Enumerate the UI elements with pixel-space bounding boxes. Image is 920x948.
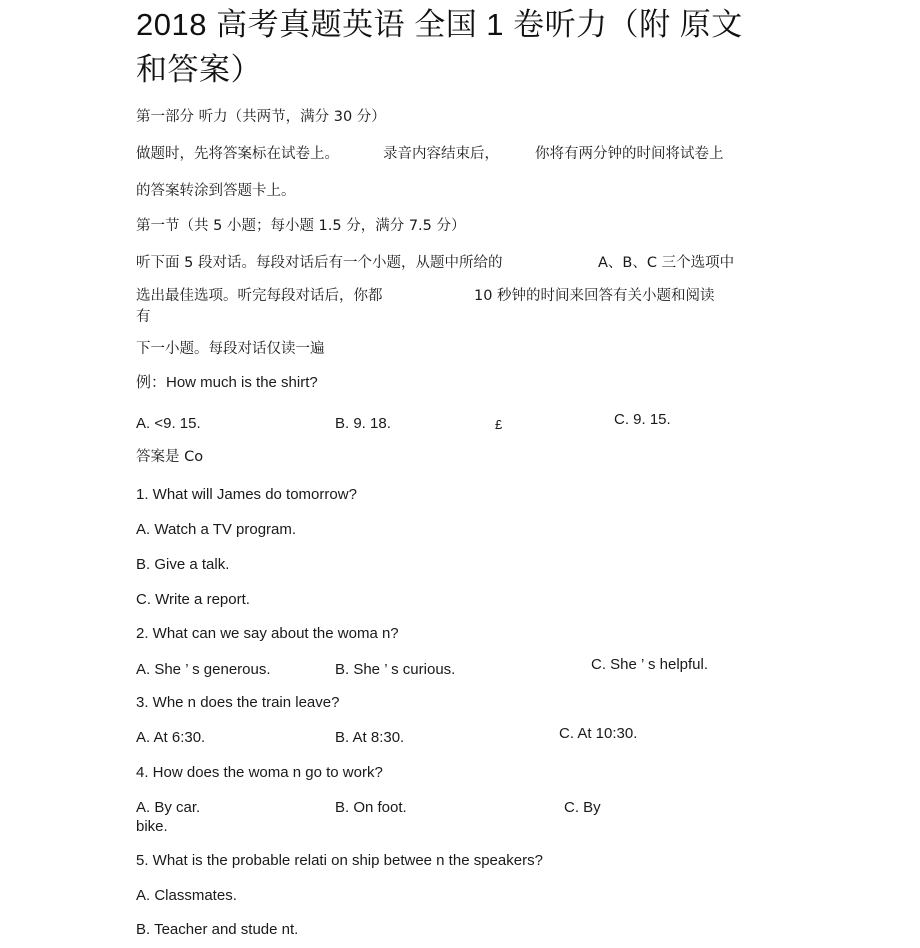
question-3-option-a: A. At 6:30.	[136, 729, 206, 746]
question-4: 4. How does the woma n go to work?	[136, 764, 383, 781]
question-4-option-b: B. On foot.	[335, 799, 407, 816]
question-5: 5. What is the probable relati on ship betwee n the speakers?	[136, 852, 543, 869]
question-4-option-a: A. By car.	[136, 799, 201, 816]
example-answer: 答案是 Co	[136, 449, 204, 465]
section-instructions-line-2b: 有	[136, 309, 151, 325]
section-instructions-line-3: 下一小题。每段对话仅读一遍	[136, 341, 325, 357]
part-heading: 第一部分 听力（共两节，满分 30 分）	[136, 109, 386, 125]
section-heading: 第一节（共 5 小题；每小题 1.5 分，满分 7.5 分）	[136, 218, 466, 234]
pound-sign: £	[495, 417, 503, 432]
question-5-option-a: A. Classmates.	[136, 887, 237, 904]
instructions-line-2: 的答案转涂到答题卡上。	[136, 183, 296, 199]
question-2-option-a: A. She ’ s generous.	[136, 661, 271, 678]
question-4-option-c: C. By	[564, 799, 601, 816]
document-title-line-1: 2018 高考真题英语 全国 1 卷听力（附 原文	[136, 7, 743, 42]
question-5-option-b: B. Teacher and stude nt.	[136, 921, 299, 938]
example-question: 例：How much is the shirt?	[136, 374, 318, 391]
example-option-a: A. <9. 15.	[136, 415, 201, 432]
question-1-option-a: A. Watch a TV program.	[136, 521, 297, 538]
question-1: 1. What will James do tomorrow?	[136, 486, 357, 503]
question-3-option-b: B. At 8:30.	[335, 729, 405, 746]
example-option-b: B. 9. 18.	[335, 415, 391, 432]
instructions-line-1a: 做题时，先将答案标在试卷上。	[136, 146, 339, 162]
question-2-option-b: B. She ’ s curious.	[335, 661, 456, 678]
instructions-line-1c: 你将有两分钟的时间将试卷上	[535, 146, 724, 162]
question-3-option-c: C. At 10:30.	[559, 725, 638, 742]
section-instructions-line-2a: 选出最佳选项。听完每段对话后，你都	[136, 288, 383, 304]
instructions-line-1b: 录音内容结束后，	[383, 146, 499, 162]
question-1-option-c: C. Write a report.	[136, 591, 250, 608]
question-1-option-b: B. Give a talk.	[136, 556, 230, 573]
example-option-c: C. 9. 15.	[614, 411, 671, 428]
question-4-option-c-continued: bike.	[136, 818, 168, 835]
section-instructions-line-1b: A、B、C 三个选项中	[598, 255, 735, 271]
section-instructions-line-2c: 10 秒钟的时间来回答有关小题和阅读	[474, 288, 715, 304]
question-3: 3. Whe n does the train leave?	[136, 694, 340, 711]
question-2: 2. What can we say about the woma n?	[136, 625, 399, 642]
question-2-option-c: C. She ’ s helpful.	[591, 656, 709, 673]
section-instructions-line-1a: 听下面 5 段对话。每段对话后有一个小题，从题中所给的	[136, 255, 503, 271]
document-title-line-2: 和答案）	[136, 52, 262, 87]
